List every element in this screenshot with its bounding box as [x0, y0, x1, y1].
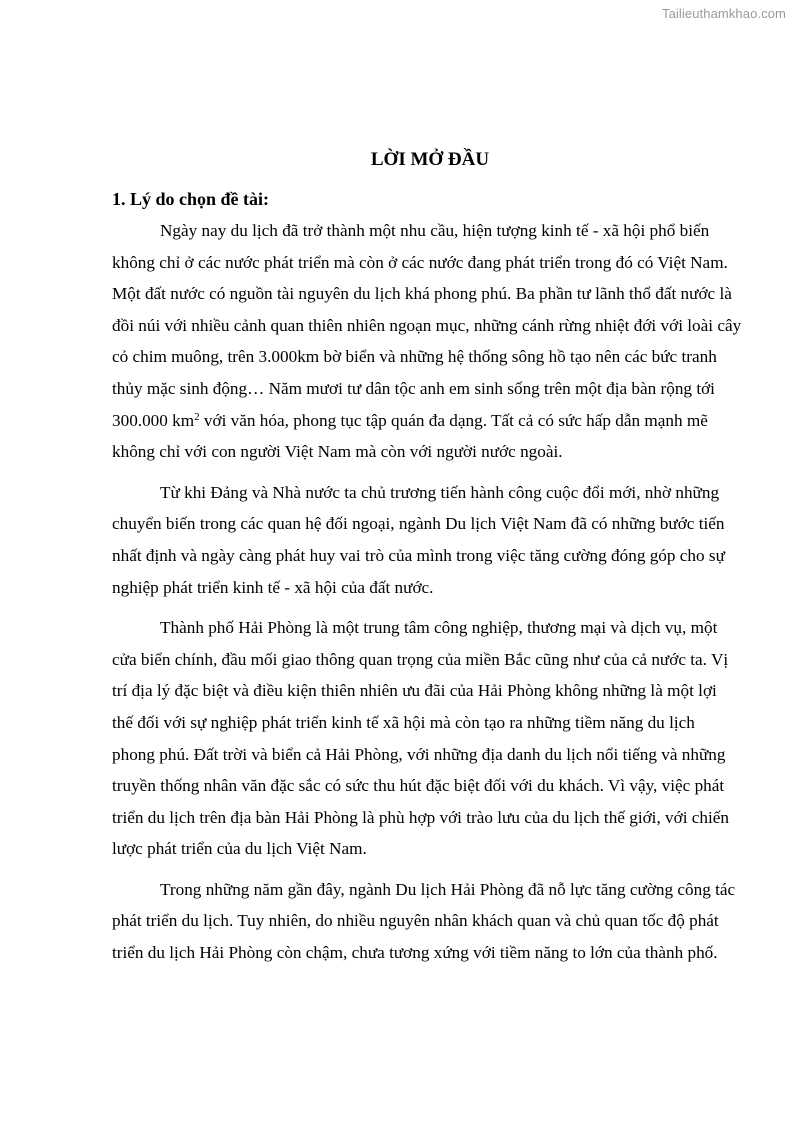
section-heading: 1. Lý do chọn đề tài:	[112, 189, 270, 209]
paragraph-recent-years: Trong những năm gần đây, ngành Du lịch Hải Phòng đã nỗ lực tăng cường công tác phát triển du lịch. Tuy nhiên, do nhiều nguyên nhân khách quan và chủ quan tốc độ phát triển du lịch Hải Phòng còn chậm, chưa tương xứng với tiềm năng to lớn của thành phố.	[112, 879, 736, 963]
superscript-exponent: 2	[194, 410, 200, 423]
paragraph-intro-text: Ngày nay du lịch đã trở thành một nhu cầu, hiện tượng kinh tế - xã hội phổ biến không chỉ ở các nước phát triển mà còn ở các nước đang phát triển trong đó có Việt Nam. Một đất nước có nguồn tài nguyên du lịch khá phong phú. Ba phần tư lãnh thổ đất nước là đồi núi với nhiều cảnh quan thiên nhiên ngoạn mục, những cánh rừng nhiệt đới với loài cây cỏ chim muông, trên 3.000km bờ biển và những hệ thống sông hồ tạo nên các bức tranh thủy mặc sinh động… Năm mươi tư dân tộc anh em sinh sống trên một địa bàn rộng tới 300.000 km	[112, 221, 742, 430]
paragraph-hai-phong: Thành phố Hải Phòng là một trung tâm công nghiệp, thương mại và dịch vụ, một cửa biển chính, đầu mối giao thông quan trọng của miền Bắc cũng như của cả nước ta. Vị trí địa lý đặc biệt và điều kiện thiên nhiên ưu đãi của Hải Phòng không những là một lợi thế đối với sự nghiệp phát triển kinh tế xã hội mà còn tạo ra những tiềm năng du lịch phong phú. Đất trời và biển cả Hải Phòng, với những địa danh du lịch nổi tiếng và những truyền thống nhân văn đặc sắc có sức thu hút đặc biệt đối với du khách. Vì vậy, việc phát triển du lịch trên địa bàn Hải Phòng là phù hợp với trào lưu của du lịch thế giới, với chiến lược phát triển của du lịch Việt Nam.	[112, 618, 730, 859]
paragraph-doi-moi: Từ khi Đảng và Nhà nước ta chủ trương tiến hành công cuộc đổi mới, nhờ những chuyển biến trong các quan hệ đối ngoại, ngành Du lịch Việt Nam đã có những bước tiến nhất định và ngày càng phát huy vai trò của mình trong việc tăng cường đóng góp cho sự nghiệp phát triển kinh tế - xã hội của đất nước.	[112, 482, 725, 597]
watermark-text: Tailieuthamkhao.com	[661, 6, 786, 21]
document-title: LỜI MỞ ĐẦU	[370, 149, 490, 170]
document-page	[112, 140, 742, 978]
paragraph-intro	[112, 215, 742, 468]
paragraph-intro-text-cont: với văn hóa, phong tục tập quán đa dạng. Tất cả có sức hấp dẫn mạnh mẽ không chỉ với con người Việt Nam mà còn với người nước ngoài.	[112, 410, 708, 462]
